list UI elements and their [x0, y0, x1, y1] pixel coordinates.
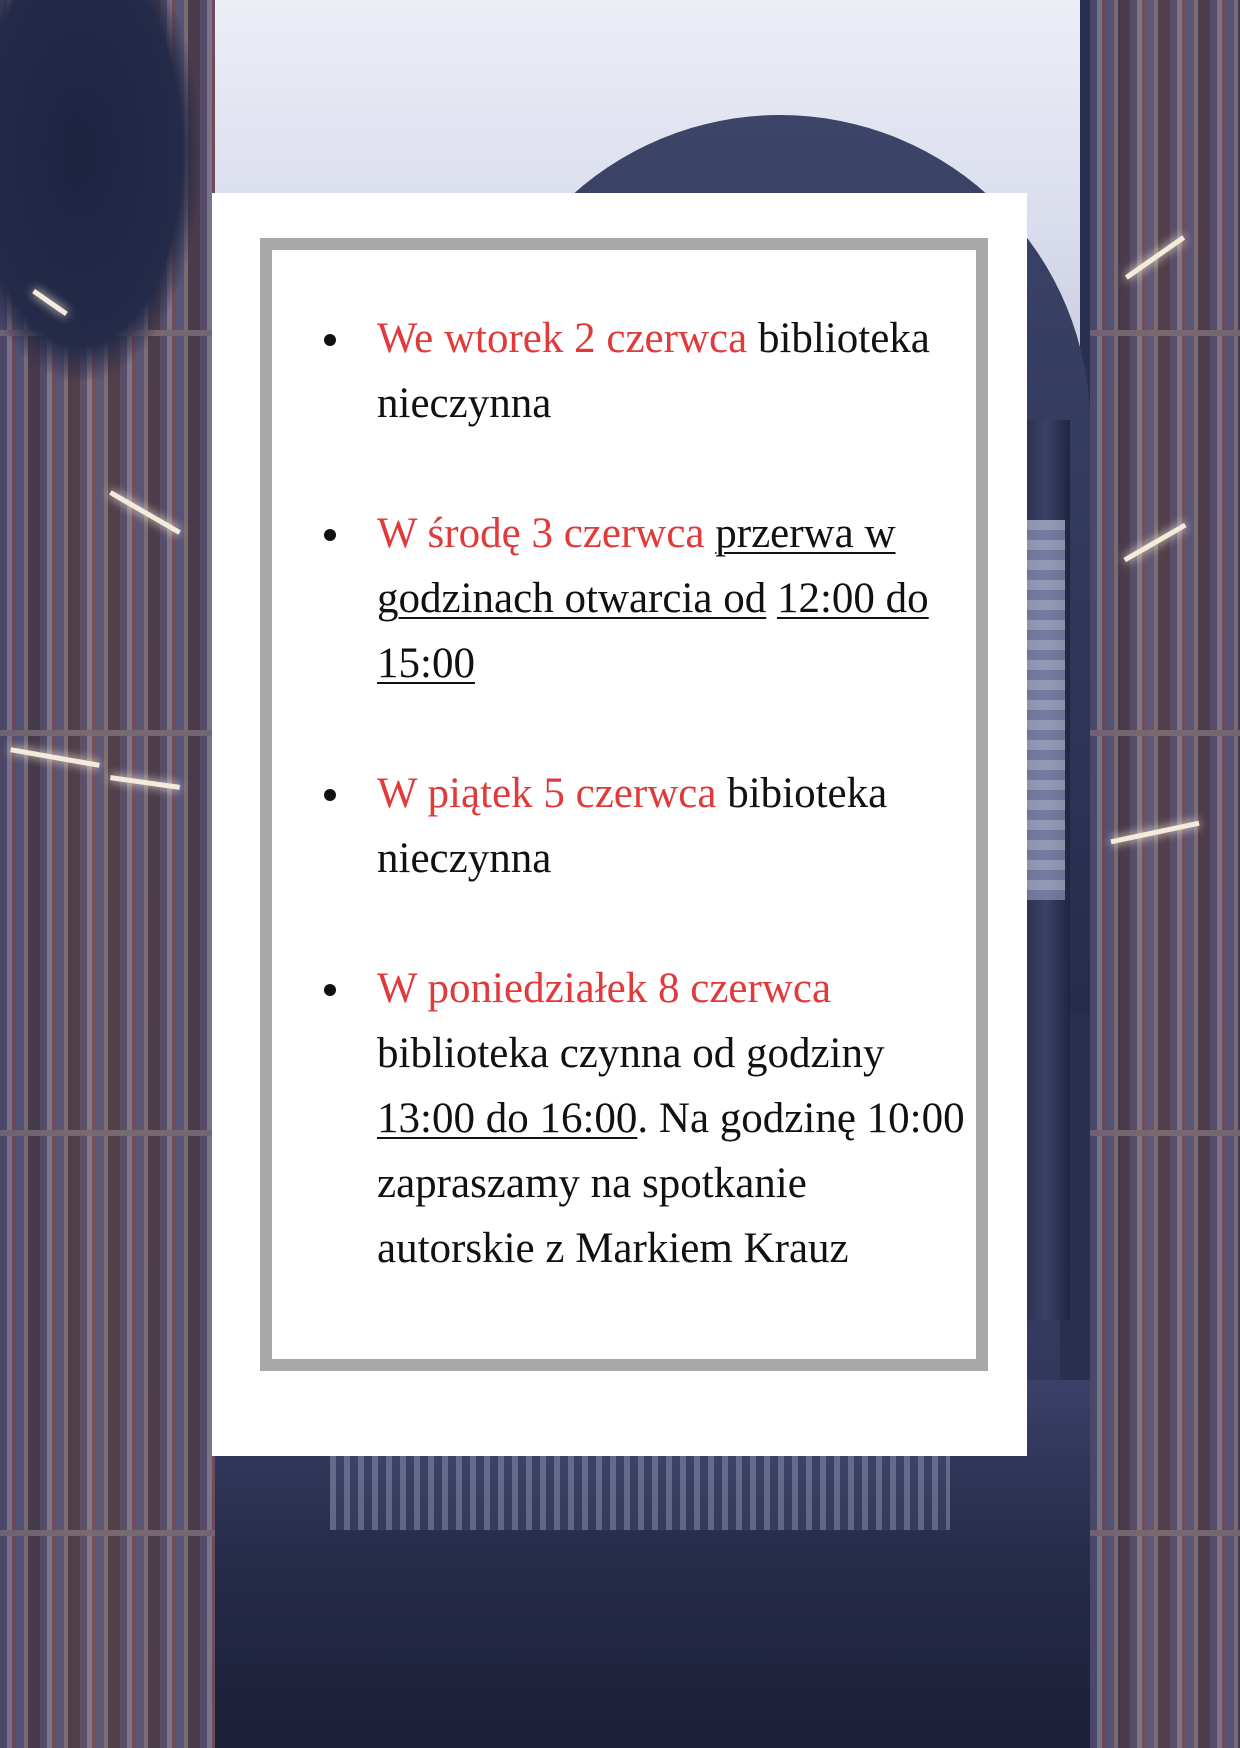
notice-date: W środę 3 czerwca	[377, 510, 705, 557]
notice-date: W piątek 5 czerwca	[377, 770, 717, 817]
notice-text: biblioteka czynna od godziny	[377, 1030, 885, 1077]
notice-card	[212, 193, 1027, 1456]
notice-item	[272, 956, 976, 1281]
bullet-icon	[324, 789, 336, 801]
bullet-icon	[324, 334, 336, 346]
plant-silhouette	[0, 0, 200, 380]
floor-reflection	[330, 1450, 950, 1530]
notice-frame	[260, 238, 988, 1371]
notice-text: bibioteka nieczynna	[377, 770, 888, 882]
notice-text-underlined: przerwa w godzinach otwarcia od	[377, 510, 896, 622]
notice-hours: 12:00 do 15:00	[377, 575, 929, 687]
notice-item	[272, 501, 976, 696]
notice-text: . Na godzinę 10:00 zapraszamy na spotkanie autorskie z Markiem Krauz	[377, 1095, 965, 1272]
notice-text	[766, 575, 777, 622]
bullet-icon	[324, 529, 336, 541]
bookshelf-right	[1090, 0, 1240, 1748]
notice-date: We wtorek 2 czerwca	[377, 315, 748, 362]
notice-text: biblioteka nieczynna	[377, 315, 930, 427]
notice-hours: 13:00 do 16:00	[377, 1095, 638, 1142]
notice-item	[272, 306, 976, 436]
glass-door-panel	[1025, 520, 1065, 900]
notice-item	[272, 761, 976, 891]
notice-date: W poniedziałek 8 czerwca	[377, 965, 832, 1012]
notice-list	[272, 306, 976, 1346]
bullet-icon	[324, 984, 336, 996]
